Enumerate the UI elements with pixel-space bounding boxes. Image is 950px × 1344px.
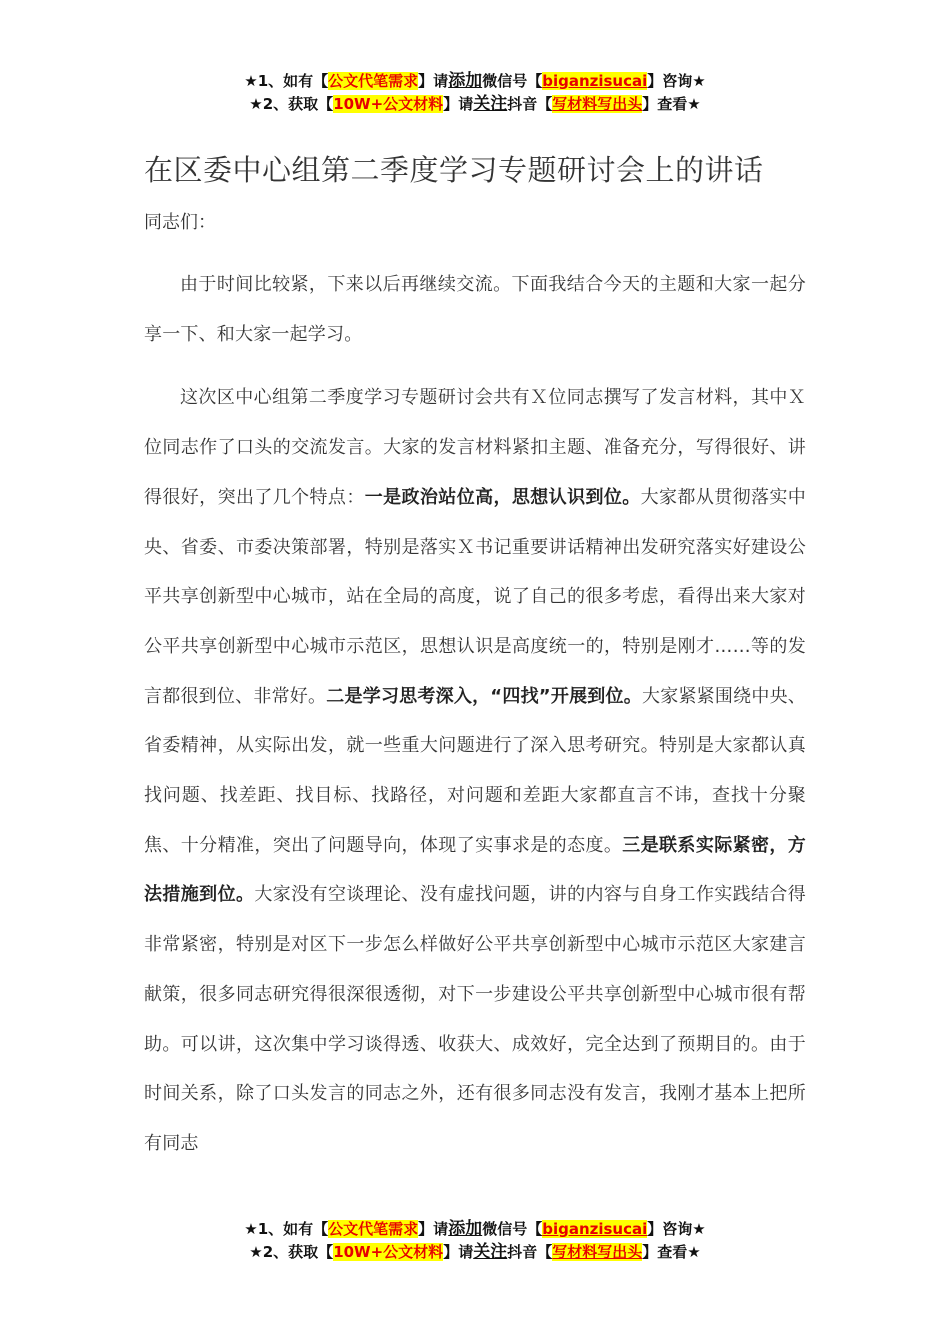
douyin-account-link[interactable]: 写材料写出头	[552, 95, 643, 113]
promo-text: 】查看★	[642, 95, 701, 113]
highlight-ghostwriting: 公文代笔需求	[328, 72, 419, 90]
promo-text: 】咨询★	[647, 1220, 706, 1238]
key-point-3: 三是联系实际紧密，方法措施到位。	[144, 834, 806, 906]
promo-banner-top	[0, 70, 950, 116]
promo-text: 】请	[418, 72, 449, 90]
promo-text: 】请	[443, 95, 474, 113]
promo-line-2	[0, 1241, 950, 1264]
promo-text: 微信号【	[482, 72, 543, 90]
promo-text: 】查看★	[642, 1243, 701, 1261]
promo-text: ★1、如有【	[244, 1220, 329, 1238]
paragraph-text: 大家没有空谈理论、没有虚找问题，讲的内容与自身工作实践结合得非常紧密，特别是对区下一步怎么样做好公平共享创新型中心城市示范区大家建言献策，很多同志研究得很深很透彻，对下一步建设公平共享创新型中心城市很有帮助。可以讲，这次集中学习谈得透、收获大、成效好，完全达到了预期目的。由于时间关系，除了口头发言的同志之外，还有很多同志没有发言，我刚才基本上把所有同志	[144, 884, 807, 1154]
promo-text: ★1、如有【	[244, 72, 329, 90]
highlight-ghostwriting: 公文代笔需求	[328, 1220, 419, 1238]
promo-text: 】请	[418, 1220, 449, 1238]
promo-text: 抖音【	[507, 1243, 553, 1261]
highlight-materials: 10W+公文材料	[333, 1243, 444, 1261]
promo-text: 微信号【	[482, 1220, 543, 1238]
paragraph-1: 由于时间比较紧，下来以后再继续交流。下面我结合今天的主题和大家一起分享一下、和大家一起学习。	[144, 274, 806, 345]
document-title: 在区委中心组第二季度学习专题研讨会上的讲话	[144, 153, 764, 187]
paragraph-text: 这次区中心组第二季度学习专题研讨会共有Ｘ位同志撰写了发言材料，其中Ｘ位同志作了口头的交流发言。大家的发言材料紧扣主题、准备充分，写得很好、讲得很好，突出了几个特点：	[144, 387, 806, 508]
promo-emphasis: 关注	[473, 1242, 508, 1262]
promo-text: ★2、获取【	[249, 95, 334, 113]
salutation: 同志们：	[144, 212, 216, 233]
promo-emphasis: 关注	[473, 94, 508, 114]
document-body	[144, 148, 806, 1169]
highlight-materials: 10W+公文材料	[333, 95, 444, 113]
paragraph-text: 大家紧紧围绕中央、省委精神，从实际出发，就一些重大问题进行了深入思考研究。特别是大家都认真找问题、找差距、找目标、找路径，对问题和差距大家都直言不讳，查找十分聚焦、十分精准，突出了问题导向，体现了实事求是的态度。	[144, 685, 807, 856]
promo-line-1	[0, 70, 950, 93]
promo-text: 】咨询★	[647, 72, 706, 90]
wechat-id-link[interactable]: biganzisucai	[542, 1220, 648, 1238]
wechat-id-link[interactable]: biganzisucai	[542, 72, 648, 90]
promo-emphasis: 添加	[448, 1219, 483, 1239]
promo-text: 】请	[443, 1243, 474, 1261]
promo-banner-bottom	[0, 1218, 950, 1264]
promo-text: ★2、获取【	[249, 1243, 334, 1261]
paragraph-2	[144, 373, 806, 1168]
promo-emphasis: 添加	[448, 71, 483, 91]
promo-text: 抖音【	[507, 95, 553, 113]
douyin-account-link[interactable]: 写材料写出头	[552, 1243, 643, 1261]
key-point-1: 一是政治站位高，思想认识到位。	[364, 486, 641, 508]
promo-line-2	[0, 93, 950, 116]
paragraph-text: 大家都从贯彻落实中央、省委、市委决策部署，特别是落实Ｘ书记重要讲话精神出发研究落实好建设公平共享创新型中心城市，站在全局的高度，说了自己的很多考虑，看得出来大家对公平共享创新型中心城市示范区，思想认识是高度统一的，特别是刚才……等的发言都很到位、非常好。	[144, 486, 806, 707]
key-point-2: 二是学习思考深入，“四找”开展到位。	[326, 685, 642, 707]
promo-line-1	[0, 1218, 950, 1241]
